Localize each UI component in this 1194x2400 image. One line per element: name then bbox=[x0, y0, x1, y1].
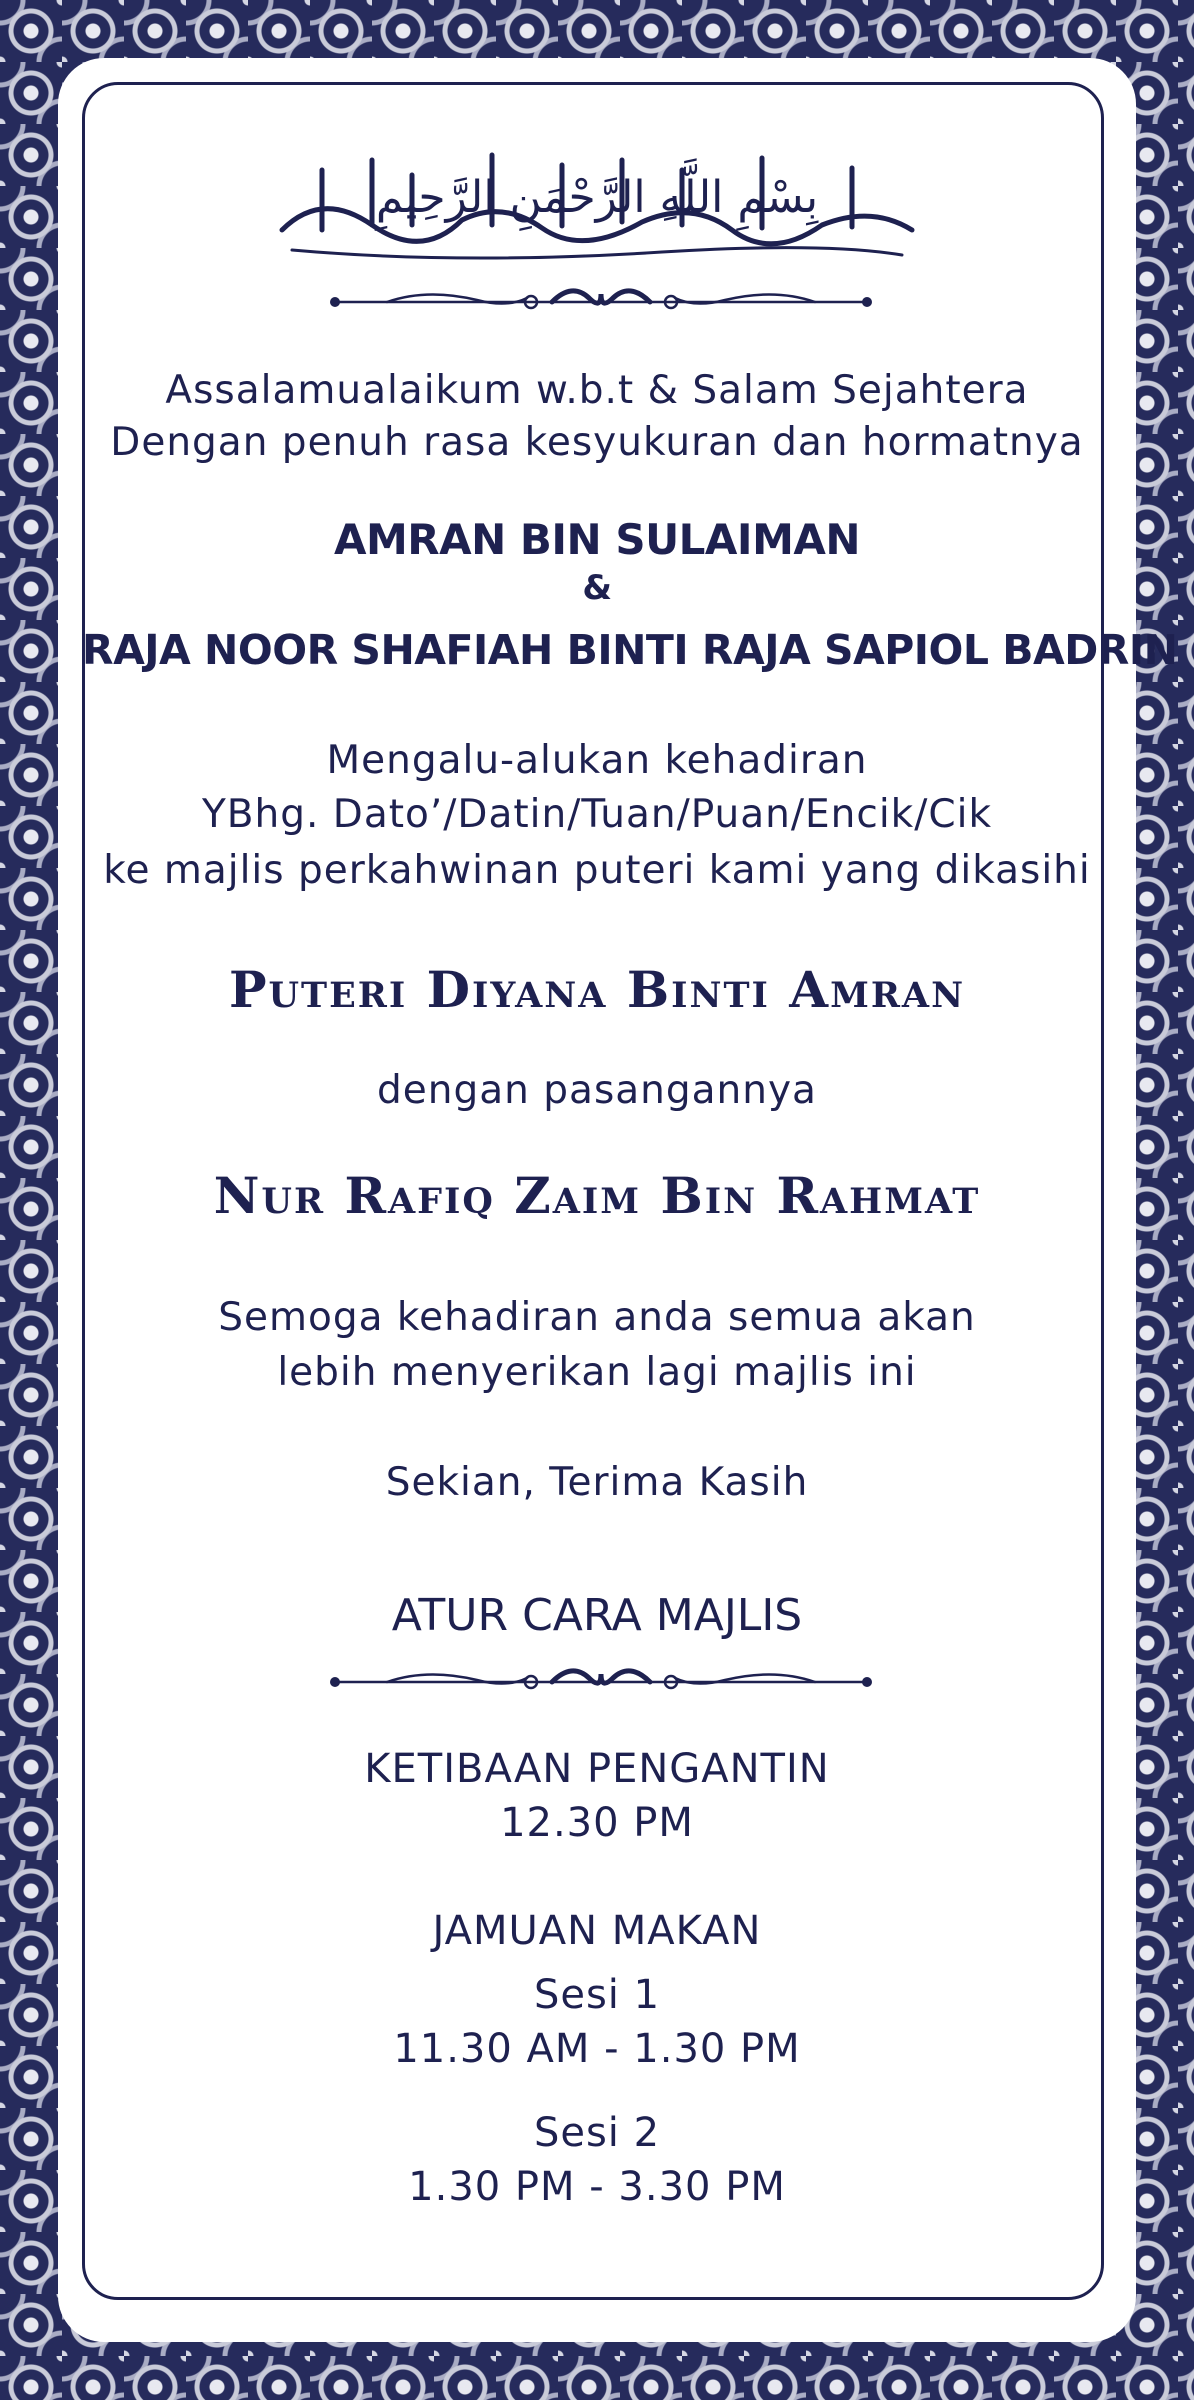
session-2-time: 1.30 PM - 3.30 PM bbox=[408, 2164, 786, 2210]
greeting-line-1: Assalamualaikum w.b.t & Salam Sejahtera bbox=[165, 368, 1029, 413]
closing-line-1: Semoga kehadiran anda semua akan bbox=[218, 1295, 976, 1340]
closing-thanks: Sekian, Terima Kasih bbox=[385, 1460, 809, 1505]
arrival-time: 12.30 PM bbox=[500, 1800, 694, 1846]
meal-label: JAMUAN MAKAN bbox=[432, 1908, 762, 1954]
invitation-line-1: Mengalu-alukan kehadiran bbox=[326, 738, 868, 783]
closing-line-2: lebih menyerikan lagi majlis ini bbox=[277, 1350, 917, 1395]
invitation-line-3: ke majlis perkahwinan puteri kami yang dikasihi bbox=[103, 848, 1091, 893]
couple-connector: dengan pasangannya bbox=[377, 1068, 817, 1113]
session-1-time: 11.30 AM - 1.30 PM bbox=[393, 2026, 801, 2072]
ornament-divider-schedule bbox=[327, 1660, 875, 1704]
bride-name: Puteri Diyana Binti Amran bbox=[228, 960, 966, 1019]
host-ampersand: & bbox=[582, 568, 612, 608]
bismillah-calligraphy bbox=[262, 130, 932, 270]
ornament-divider-top bbox=[327, 280, 875, 324]
host-father-name: AMRAN BIN SULAIMAN bbox=[333, 515, 861, 564]
arrival-label: KETIBAAN PENGANTIN bbox=[364, 1746, 830, 1792]
session-1-label: Sesi 1 bbox=[533, 1972, 661, 2018]
invitation-line-2: YBhg. Dato’/Datin/Tuan/Puan/Encik/Cik bbox=[201, 792, 993, 837]
host-mother-name: RAJA NOOR SHAFIAH BINTI RAJA SAPIOL BADRIN bbox=[82, 626, 1178, 674]
greeting-line-2: Dengan penuh rasa kesyukuran dan hormatnya bbox=[110, 420, 1084, 465]
bismillah-text: بِسْمِ اللَّهِ الرَّحْمَنِ الرَّحِيمِ bbox=[375, 172, 819, 223]
session-2-label: Sesi 2 bbox=[533, 2110, 661, 2156]
schedule-title: ATUR CARA MAJLIS bbox=[391, 1590, 803, 1641]
groom-name: Nur Rafiq Zaim Bin Rahmat bbox=[213, 1166, 981, 1225]
